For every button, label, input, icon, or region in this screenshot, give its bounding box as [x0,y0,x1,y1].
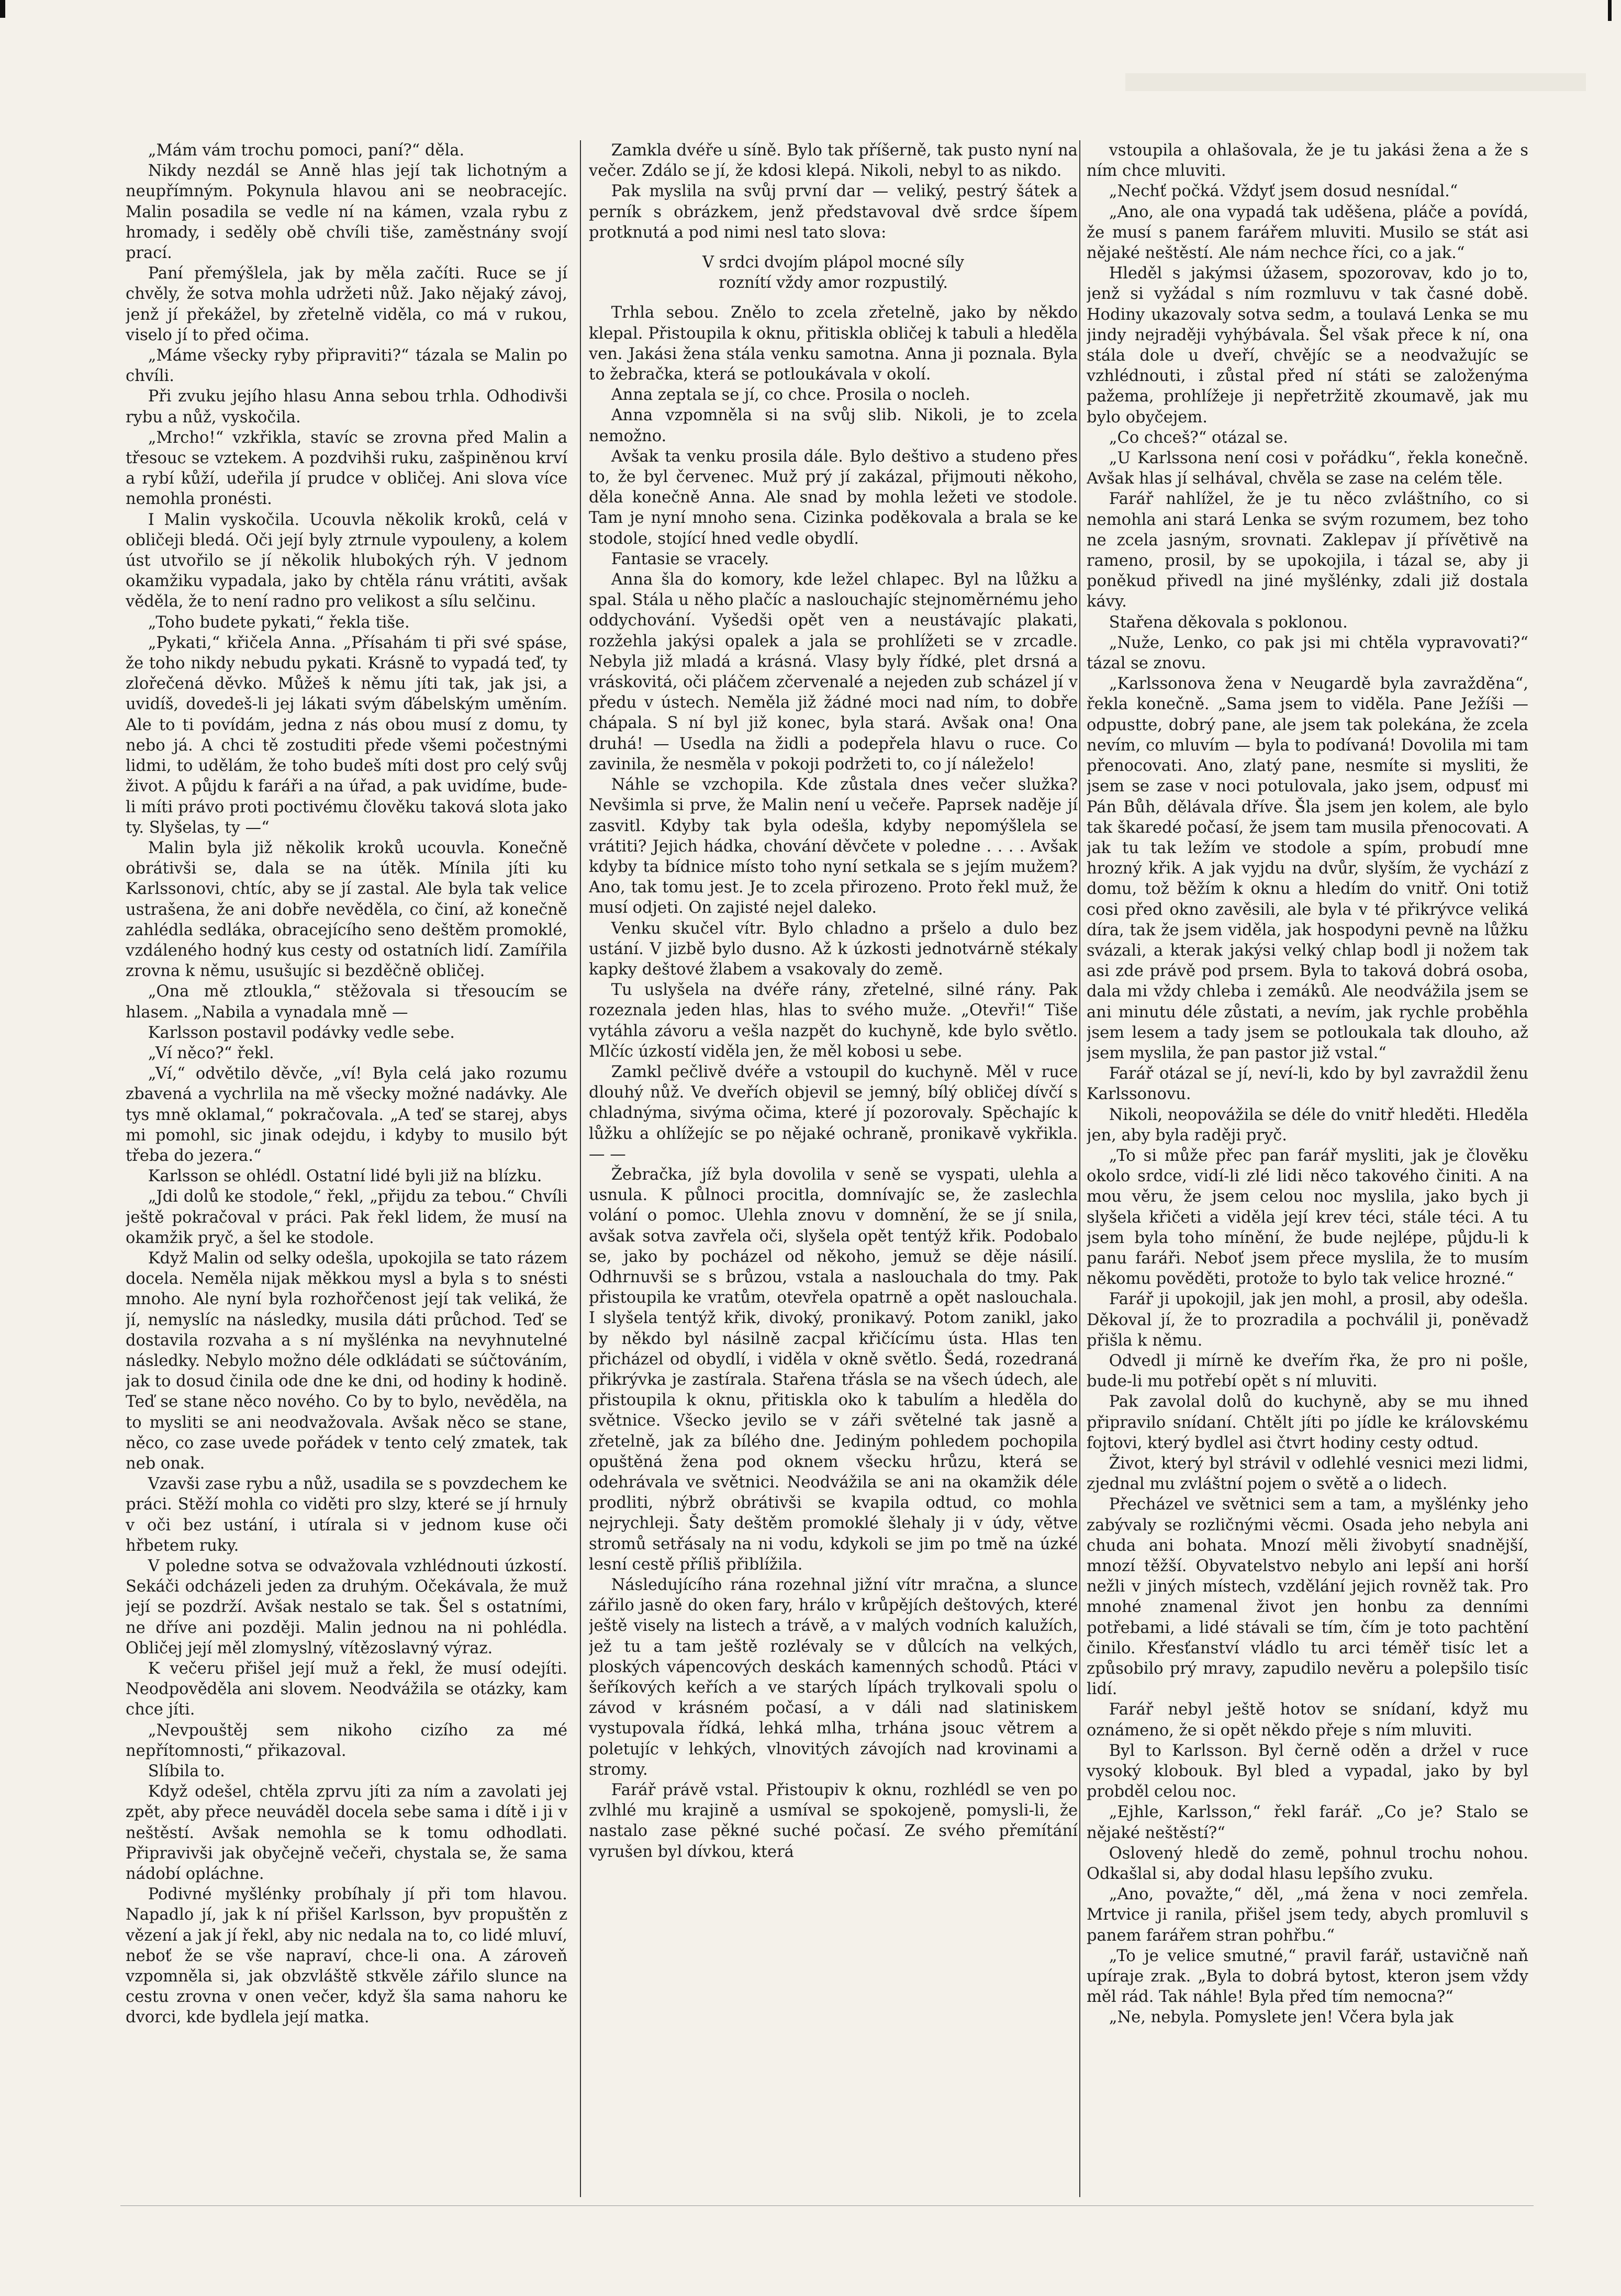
bleed-through-shadow [1125,73,1586,91]
paragraph: vstoupila a ohlašovala, že je tu jakási žena a že s ním chce mluviti. [1087,141,1528,181]
paragraph: Trhla sebou. Znělo to zcela zřetelně, jako by někdo klepal. Přistoupila k oknu, přitiskla obličej k tabuli a hleděla ven. Jakási žena stála venku samotna. Anna ji poznala. Byla to žebračka, která se potloukávala v okolí. [589,304,1078,384]
paragraph: „Ona mě ztloukla,“ stěžovala si třesoucím se hlasem. „Nabila a vynadala mně — [126,982,567,1022]
paragraph: Následujícího rána rozehnal jižní vítr mračna, a slunce zářilo jasně do oken fary, hrálo v krůpějích deštových, které ještě visely na listech a trávě, a v malých vodních kalužích, jež tu a tam ještě rozlévaly se v důlcích na velkých, ploských vápencových deskách kamenných schodů. Ptáci v šeříkových keřích a ve starých lípách trylkovali spolu o závod v krásném počasí, a v dáli nad slatiniskem vystupovala řídká, lehká mlha, trhána jsouc větrem a poletujíc v lehkých, vlnovitých závojích nad krovinami a stromy. [589,1576,1078,1779]
text-column-middle [589,140,1078,2197]
paragraph: Venku skučel vítr. Bylo chladno a pršelo a dulo bez ustání. V jizbě bylo dusno. Až k úzkosti jednotvárně stékaly kapky deštové žlabem a vsakovaly do země. [589,919,1078,979]
paragraph: Žebračka, jíž byla dovolila v seně se vyspati, ulehla a usnula. K půlnoci procitla, domnívajíc se, že zaslechla volání o pomoc. Ulehla znovu v domnění, že se jí snila, avšak sotva zavřela oči, slyšela opět tentýž křik. Podobalo se, jako by pocházel od někoho, jemuž se děje násilí. Odhrnuvši se s brůzou, vstala a naslouchala do tmy. Pak přistoupila ke vratům, otevřela opatrně a opět naslouchala. I slyšela tentýž křik, divoký, pronikavý. Potom zanikl, jako by někdo byl násilně zacpal křičícímu ústa. Hlas ten přicházel od obydlí, i viděla v okně světlo. Šedá, rozedraná přikrývka je zastírala. Stařena třásla se na všech údech, ale přistoupila k oknu, přitiskla oko k tabulím a hleděla do světnice. Všecko jevilo se v záři světelné tak jasně a zřetelně, jak za bílého dne. Jediným pohledem pochopila opuštěná žena pod oknem všecku hrůzu, která se odehrávala ve světnici. Neodvážila se ani na okamžik déle prodliti, nýbrž obrátivši se kvapila odtud, co mohla nejrychleji. Šaty deštěm promoklé šlehaly ji v údy, větve stromů setřásaly na ni vodu, kdykoli se jim po tmě na úzké lesní cestě příliš přiblížila. [589,1165,1078,1574]
paragraph: „Ano, ale ona vypadá tak uděšena, pláče a povídá, že musí s panem farářem mluviti. Musilo se stát asi nějaké neštěstí. Ale nám nechce říci, co a jak.“ [1087,203,1528,263]
paragraph: Hleděl s jakýmsi úžasem, spozorovav, kdo jo to, jenž si vyžádal s ním rozmluvu v tak časné době. Hodiny ukazovaly sotva sedm, a toulavá Lenka se mu jindy nejraději vyhýbávala. Šel však přece k ní, ona stála dole u dveří, chvějíc se a neodvažujíc se vzhlédnouti, i zůstal před ní státi se založenýma pažema, prohlížeje ji nepřetržitě zkoumavě, jak mu bylo obyčejem. [1087,264,1528,427]
paragraph: I Malin vyskočila. Ucouvla několik kroků, celá v obličeji bledá. Oči její byly ztrnule vypouleny, a kolem úst utvořilo se jí několik hlubokých rýh. V jednom okamžiku vypadala, jako by chtěla ránu vrátiti, avšak věděla, že to není radno pro velikost a sílu selčinu. [126,510,567,611]
paragraph: „To si může přec pan farář mysliti, jak je člověku okolo srdce, vidí-li zlé lidi něco takového činiti. A na mou věru, že jsem celou noc myslila, jako bych ji slyšela křičeti a viděla její krev téci, stále téci. A tu jsem byla toho mínění, že bude nejlépe, půjdu-li k panu faráři. Neboť jsem přece myslila, že to musím někomu pověděti, protože to bylo tak velice hrozné.“ [1087,1146,1528,1289]
paragraph: Při zvuku jejího hlasu Anna sebou trhla. Odhodivši rybu a nůž, vyskočila. [126,387,567,427]
paragraph: Anna šla do komory, kde ležel chlapec. Byl na lůžku a spal. Stála u něho plačíc a naslouchajíc stejnoměrnému jeho oddychování. Vyšedši opět ven a neustávajíc plakati, rozžehla jakýsi opalek a jala se prohlížeti se v zrcadle. Nebyla již mladá a krásná. Vlasy byly řídké, plet drsná a vráskovitá, oči pláčem zčervenalé a nejeden zub scházel jí v předu v ústech. Neměla již žádné moci nad ním, to dobře chápala. S ní byl již konec, byla stará. Avšak ona! Ona druhá! — Usedla na židli a podepřela hlavu o ruce. Co zavinila, že nesměla v pokoji podržeti to, co jí náleželo! [589,570,1078,774]
paragraph: Anna vzpomněla si na svůj slib. Nikoli, je to zcela nemožno. [589,406,1078,445]
paragraph: „Ví něco?“ řekl. [148,1044,274,1062]
paragraph: Farář nebyl ještě hotov se snídaní, když mu oznámeno, že si opět někdo přeje s ním mluviti. [1087,1700,1528,1740]
paragraph: „Toho budete pykati,“ řekla tiše. [148,613,410,632]
paragraph: „Karlssonova žena v Neugardě byla zavražděna“, řekla konečně. „Sama jsem to viděla. Pane Ježíši — odpustte, dobrý pane, ale jsem tak polekána, že zcela nevím, co mluvím — byla to podívaná! Dovolila mi tam přenocovati. Ano, zlatý pane, nesmíte si mysliti, že jsem se zase v noci potulovala, jako jsem, odpusť mi Pán Bůh, dělávala dříve. Šla jsem jen kolem, ale bylo tak škaredé počasí, že jsem tam musila přenocovati. A jak tu tak ležím ve stodole a spím, probudí mne hrozný křik. A jak vyjdu na dvůr, slyším, že vychází z domu, tož běžím k oknu a hledím do vnitř. Oni totiž cosi před okno zavěsili, ale byla v té přikrývce veliká díra, tak že jsem viděla, jak hospodyni pevně na lůžku svázali, a kterak jakýsi velký chlap bodl ji nožem tak asi zde právě pod prsem. Byla to taková dobrá osoba, dala mi vždy chleba i zemáků. Ale neodvážila jsem se ani minutu déle zůstati, a nevím, jak rychle proběhla jsem lesem a tady jsem se potloukala tak dlouho, až jsem myslila, že pan pastor již vstal.“ [1087,675,1528,1062]
paragraph: Slíbila to. [148,1762,225,1781]
paragraph: Život, který byl strávil v odlehlé vesnici mezi lidmi, zjednal mu zvláštní pojem o světě a o lidech. [1087,1454,1528,1494]
paragraph: „Ví,“ odvětilo děvče, „ví! Byla celá jako rozumu zbavená a vychrlila na mě všecky možné nadávky. Ale tys mně oklamal,“ pokračovala. „A teď se starej, abys mi pomohl, sic jinak odejdu, i kdyby to musilo být třeba do jezera.“ [126,1065,567,1165]
paragraph: Zamkl pečlivě dvéře a vstoupil do kuchyně. Měl v ruce dlouhý nůž. Ve dveřích objevil se jemný, bílý obličej dívčí s chladnýma, sivýma očima, které jí pozorovaly. Spěchajíc k lůžku a ohlížejíc se po nějaké ochraně, pronikavě vykřikla. — — [589,1062,1078,1163]
paragraph: Zamkla dvéře u síně. Bylo tak příšerně, tak pusto nyní na večer. Zdálo se jí, že kdosi klepá. Nikoli, nebyl to as nikdo. [589,141,1078,181]
paragraph: Když Malin od selky odešla, upokojila se tato rázem docela. Neměla nijak měkkou mysl a byla s to snésti mnoho. Ale nyní byla rozhořčenost její tak veliká, že jí, nemyslíc na následky, musila dáti průchod. Teď se dostavila rozvaha a s ní myšlénka na nevyhnutelné následky. Nebylo možno déle odkládati se súčtováním, jak to dosud činila ode dne ke dni, od hodiny k hodině. Teď se stane něco nového. Co by to bylo, nevěděla, na to mysliti se ani neodvažovala. Avšak něco se stane, něco, co zase uvede pořádek v tento celý zmatek, tak neb onak. [126,1249,567,1473]
paragraph: K večeru přišel její muž a řekl, že musí odejíti. Neodpověděla ani slovem. Neodvážila se otázky, kam chce jíti. [126,1660,567,1719]
paragraph: Přecházel ve světnici sem a tam, a myšlénky jeho zabývaly se rozličnými věcmi. Osada jeho nebyla ani chuda ani bohata. Mnozí měli živobytí snadnější, mnozí těžší. Obyvatelstvo nebylo ani lepší ani horší nežli v jiných místech, vzdělání jejich rovněž tak. Pro mnohé znamenal život jen honbu za denními potřebami, a lidé stávali se tím, čím je toto pachtění činilo. Křesťanství vládlo tu arci téměř tisíc let a způsobilo prý mravy, zapudilo nevěru a polepšilo tisíc lidí. [1087,1495,1528,1699]
paragraph: „Mám vám trochu pomoci, paní?“ děla. [148,141,465,160]
paragraph: Náhle se vzchopila. Kde zůstala dnes večer služka? Nevšimla si prve, že Malin není u večeře. Paprsek naděje jí zasvitl. Kdyby tak byla odešla, kdyby nepomýšlela se vrátiti? Jejich hádka, chování děvčete v poledne . . . . Avšak kdyby ta bídnice místo toho nyní setkala se s jejím mužem? Ano, tak tomu jest. Je to zcela přirozeno. Proto řekl muž, že musí odjeti. On zajisté nejel daleko. [589,776,1078,917]
paragraph: Karlsson postavil podávky vedle sebe. [148,1023,455,1042]
scan-edge-mark [0,0,5,18]
paragraph: V srdci dvojím plápol mocné síly roznítí vždy amor rozpustilý. [702,253,964,293]
paragraph: „Máme všecky ryby připraviti?“ tázala se Malin po chvíli. [126,346,567,386]
paragraph: Anna zeptala se jí, co chce. Prosila o nocleh. [611,386,970,405]
paragraph: Pak myslila na svůj první dar — veliký, pestrý šátek a perník s obrázkem, jenž představoval dvě srdce šípem protknutá a pod nimi nesl tato slova: [589,182,1078,242]
paragraph: „Ano, považte,“ děl, „má žena v noci zemřela. Mrtvice ji ranila, přišel jsem tedy, abych promluvil s panem farářem stran pohřbu.“ [1087,1885,1528,1945]
paragraph: Pak zavolal dolů do kuchyně, aby se mu ihned připravilo snídaní. Chtělt jíti po jídle ke královskému fojtovi, který bydlel asi čtvrt hodiny cesty odtud. [1087,1393,1528,1452]
paragraph: Karlsson se ohlédl. Ostatní lidé byli již na blízku. [148,1167,542,1186]
paragraph: Paní přemýšlela, jak by měla začíti. Ruce se jí chvěly, že sotva mohla udržeti nůž. Jako nějaký závoj, jenž jí překážel, by zřetelně viděla, co má v rukou, viselo jí to před očima. [126,264,567,344]
paragraph: Tu uslyšela na dvéře rány, zřetelné, silné rány. Pak rozeznala jeden hlas, hlas to svého muže. „Otevři!“ Tiše vytáhla závoru a vešla nazpět do kuchyně, kde bylo světlo. Mlčíc úzkostí viděla jen, že měl kobosi u sebe. [589,981,1078,1061]
paragraph: Byl to Karlsson. Byl černě oděn a držel v ruce vysoký klobouk. Byl bled a vypadal, jako by byl probděl celou noc. [1087,1741,1528,1801]
paragraph: Vzavši zase rybu a nůž, usadila se s povzdechem ke práci. Stěží mohla co viděti pro slzy, které se jí hrnuly v oči bez ustání, i utírala si v jednom kuse oči hřbetem ruky. [126,1475,567,1555]
paragraph: Stařena děkovala s poklonou. [1109,613,1348,632]
paragraph: Farář otázal se jí, neví-li, kdo by byl zavraždil ženu Karlssonovu. [1087,1065,1528,1104]
paragraph: Avšak ta venku prosila dále. Bylo deštivo a studeno přes to, že byl červenec. Muž prý jí zakázal, přijmouti někoho, děla konečně Anna. Ale snad by mohla ležeti ve stodole. Tam je nyní mnoho sena. Cizinka poděkovala a brala se ke stodole, stojící hned vedle obydlí. [589,447,1078,548]
paragraph: Oslovený hledě do země, pohnul trochu nohou. Odkašlal si, aby dodal hlasu lepšího zvuku. [1087,1844,1528,1884]
paragraph: „Mrcho!“ vzkřikla, stavíc se zrovna před Malin a třesouc se vztekem. A pozdvihši ruku, zašpiněnou krví a rybí kůží, udeřila jí prudce v obličej. Ani slova více nemohla pronésti. [126,428,567,509]
paragraph: Farář právě vstal. Přistoupiv k oknu, rozhlédl se ven po zvlhlé mu krajině a usmíval se spokojeně, pomysli-li, že nastalo zase pěkné suché počasí. Ze svého přemítání vyrušen byl dívkou, která [589,1781,1078,1861]
text-column-right [1087,140,1528,2197]
paragraph: Nikoli, neopovážila se déle do vnitř hleděti. Hleděla jen, aby byla raději pryč. [1087,1105,1528,1145]
paragraph: Podivné myšlénky probíhaly jí při tom hlavou. Napadlo jí, jak k ní přišel Karlsson, byv propuštěn z vězení a jak jí řekl, aby nic nedala na to, co lidé mluví, neboť že se vše napraví, chce-li ona. A zároveň vzpomněla si, jak obzvláště stkvěle zářilo slunce na cestu zrovna v onen večer, když šla sama nahoru ke dvorci, kde bydlela její matka. [126,1885,567,2027]
paragraph: Fantasie se vracely. [611,550,769,568]
paragraph: „Pykati,“ křičela Anna. „Přísahám ti při své spáse, že toho nikdy nebudu pykati. Krásně to vypadá teď, ty zlořečená děvko. Můžeš k němu jíti tak, jak jsi, a uvidíš, dovedeš-li jej lákati svým ďábelským uměním. Ale to ti povídám, jedna z nás obou musí z domu, ty nebo já. A chci tě zostuditi přede všemi počestnými lidmi, to udělám, že toho budeš míti dost pro celý svůj život. A půjdu k faráři a na úřad, a pak uvidíme, bude-li míti právo proti poctivému člověku taková slota jako ty. Slyšelas, ty —“ [126,633,567,837]
paragraph: Odvedl ji mírně ke dveřím řka, že pro ni pošle, bude-li mu potřebí opět s ní mluviti. [1087,1351,1528,1391]
paragraph: „Nuže, Lenko, co pak jsi mi chtěla vypravovati?“ tázal se znovu. [1087,633,1528,673]
column-divider [580,140,581,2197]
paragraph: „To je velice smutné,“ pravil farář, ustavičně naň upíraje zrak. „Byla to dobrá bytost, kteron jsem vždy měl rád. Tak náhle! Byla před tím nemocna?“ [1087,1946,1528,2007]
scan-edge-mark [1608,0,1612,21]
column-divider [1079,140,1080,2197]
paragraph: „Co chceš?“ otázal se. [1109,428,1288,447]
paragraph: Když odešel, chtěla zprvu jíti za ním a zavolati jej zpět, aby přece neuváděl docela sebe sama i dítě i ji v neštěstí. Avšak nemohla se k tomu odhodlati. Připravivši jak obyčejně večeři, chystala se, že sama nádobí opláchne. [126,1783,567,1884]
paragraph: „Nechť počká. Vždyť jsem dosud nesnídal.“ [1109,182,1458,201]
paragraph: „Jdi dolů ke stodole,“ řekl, „přijdu za tebou.“ Chvíli ještě pokračoval v práci. Pak řekl lidem, že musí na okamžik pryč, a šel ke stodole. [126,1188,567,1247]
text-column-left [126,140,567,2197]
paragraph: Farář ji upokojil, jak jen mohl, a prosil, aby odešla. Děkoval jí, že to prozradila a pochválil ji, poněvadž přišla k němu. [1087,1290,1528,1350]
paragraph: Farář nahlížel, že je tu něco zvláštního, co si nemohla ani stará Lenka se svým rozumem, bez toho ne zcela jasným, srovnati. Zaklepav jí přívětivě na rameno, prosil, by se upokojila, i tázal se, aby ji poněkud přivedl na jiné myšlénky, zdali již dostala kávy. [1087,490,1528,611]
paragraph: Malin byla již několik kroků ucouvla. Konečně obrátivši se, dala se na útěk. Mínila jíti ku Karlssonovi, chtíc, aby se jí zastal. Ale byla tak velice ustrašena, že ani dobře nevěděla, co činí, až konečně zahlédla sedláka, obracejícího seno deštěm promoklé, vzdáleného hodný kus cesty od ostatních lidí. Zamířila zrovna k němu, usušujíc si bezděčně obličej. [126,838,567,981]
bottom-edge [120,2205,1534,2206]
paragraph: „Nevpouštěj sem nikoho cizího za mé nepřítomnosti,“ přikazoval. [126,1721,567,1760]
paragraph: „Ne, nebyla. Pomyslete jen! Včera byla jak [1109,2008,1454,2027]
paragraph: V poledne sotva se odvažovala vzhlédnouti úzkostí. Sekáči odcházeli jeden za druhým. Očekávala, že muž její se pozdrží. Avšak nestalo se tak. Šel s ostatními, ne dříve ani později. Malin jednou na ni pohlédla. Obličej její měl zlomyslný, vítězoslavný výraz. [126,1557,567,1657]
paragraph: „Ejhle, Karlsson,“ řekl farář. „Co je? Stalo se nějaké neštěstí?“ [1087,1803,1528,1842]
paragraph: „U Karlssona není cosi v pořádku“, řekla konečně. Avšak hlas jí selhával, chvěla se zase na celém těle. [1087,449,1528,488]
paragraph: Nikdy nezdál se Anně hlas její tak lichotným a neupřímným. Pokynula hlavou ani se neobracejíc. Malin posadila se vedle ní na kámen, vzala rybu z hromady, i seděly obě chvíli tiše, zaměstnány svojí prací. [126,162,567,263]
